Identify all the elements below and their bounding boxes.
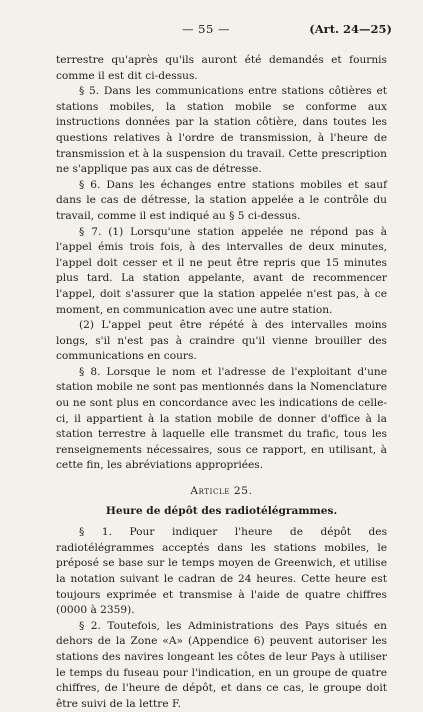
paragraph-art25-section-1: § 1. Pour indiquer l'heure de dépôt des radiotélégrammes acceptés dans les stations mobiles, le préposé se base sur le temps moyen de Greenwich, et utilise la notation suivant le cadran de 24 heures. Cette heure est toujours exprimée et transmise à l'aide de quatre chiffres (0000 à 2359).: [56, 526, 387, 617]
article-reference: (Art. 24—25): [309, 22, 392, 36]
section-title: Heure de dépôt des radiotélégrammes.: [105, 504, 338, 517]
paragraph-section-6: § 6. Dans les échanges entre stations mobiles et sauf dans le cas de détresse, la station appelée a le contrôle du travail, comme il est indiqué au § 5 ci-dessus.: [56, 178, 387, 222]
page-body: [56, 53, 387, 712]
page-header: [20, 22, 392, 40]
page-number: — 55 —: [182, 22, 230, 36]
paragraph-section-5: § 5. Dans les communications entre stations côtières et stations mobiles, la station mobile se conforme aux instructions données par la station côtière, dans toutes les questions relatives à l'ordre de transmission, à l'heure de transmission et à la suspension du travail. Cette prescription ne s'applique pas aux cas de détresse.: [56, 85, 387, 176]
paragraph-section-7-1: § 7. (1) Lorsqu'une station appelée ne répond pas à l'appel émis trois fois, à des intervalles de deux minutes, l'appel doit cesser et il ne peut être repris que 15 minutes plus tard. La station appelante, avant de recommencer l'appel, doit s'assurer que la station appelée n'est pas, à ce moment, en communication avec une autre station.: [56, 225, 387, 316]
article-title: Article 25.: [190, 485, 253, 498]
paragraph-art25-section-2: § 2. Toutefois, les Administrations des Pays situés en dehors de la Zone «A» (Appendice 6) peuvent autoriser les stations des navires longeant les côtes de leur Pays à utiliser le temps du fuseau pour l'indication, en un groupe de quatre chiffres, de l'heure de dépôt, et dans ce cas, le groupe doit être suivi de la lettre F.: [56, 619, 387, 710]
paragraph-section-7-2: (2) L'appel peut être répété à des intervalles moins longs, s'il n'est pas à craindre qu'il vienne brouiller des communications en cours.: [56, 319, 387, 363]
paragraph-section-8: § 8. Lorsque le nom et l'adresse de l'exploitant d'une station mobile ne sont pas mentionnés dans la Nomenclature ou ne sont plus en concordance avec les indications de celle-ci, il appartient à la station mobile de donner d'office à la station terrestre à laquelle elle transmet du trafic, tous les renseignements nécessaires, sous ce rapport, en utilisant, à cette fin, les abréviations appropriées.: [56, 365, 387, 472]
paragraph-continuation: terrestre qu'après qu'ils auront été demandés et fournis comme il est dit ci-dessus.: [56, 54, 387, 82]
